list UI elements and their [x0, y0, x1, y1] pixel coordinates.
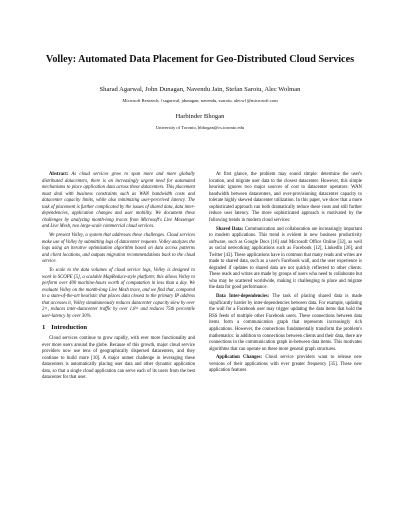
left-column [42, 172, 195, 384]
inter-dependencies-text: The task of placing shared data is made significantly harder by inter-dependencies between data. For example, updating the wall for a Facebook user may trigger updating the data items that hold the RSS feeds of multiple other Facebook users. These connections between data items form a communication graph that represents increasingly rich applications. However, the connections fundamentally transform the problem's mathematics: in addition to connections between clients and their data, there are connections in the communication graph in-between data items. This motivates algorithms that can operate on these more general graph structures. [209, 294, 362, 352]
author-list: Sharad Agarwal, John Dunagan, Navendu Jain, Stefan Saroiu, Alec Wolman [99, 86, 301, 93]
section-number: 1 [42, 324, 46, 332]
abstract-text-1: As cloud services grow to span more and more globally distributed datacenters, there is an increasingly urgent need for automated mechanisms to place application data across these datacenters. This placement must deal with business constraints such as WAN bandwidth costs and datacenter capacity limits, while also minimizing user-perceived latency. The task of placement is further complicated by the issues of shared data, data inter-dependencies, application changes and user mobility. We document these challenges by analyzing month-long traces from Microsoft's Live Messenger and Live Mesh, two large-scale commercial cloud services. [42, 172, 195, 230]
affiliation-toronto: University of Toronto, hbhogan@cs.toronto.edu [155, 125, 245, 130]
application-changes-text: Cloud service providers want to release new versions of their applications with ever greater frequency [35]. These new application features [209, 355, 363, 374]
paper-title: Volley: Automated Data Placement for Geo-Distributed Cloud Services [45, 54, 355, 65]
section-title: Introduction [51, 324, 88, 332]
inter-dependencies-lead: Data Inter-dependencies: [216, 294, 270, 300]
affiliation-microsoft: Microsoft Research, {sagarwal, jdunagan, navendu, ssaroiu, alecw}@microsoft.com [122, 98, 278, 103]
body-paragraph-application-changes [209, 355, 362, 375]
right-column [209, 172, 362, 377]
shared-data-lead: Shared Data: [216, 226, 244, 232]
intro-paragraph-1: Cloud services continue to grow rapidly, with ever more functionality and ever more users around the globe. Because of this growth, major cloud service providers now use tens of geographically dispersed datacenters, and they continue to build more [10]. A major unmet challenge in leveraging these datacenters is automatically placing user data and other dynamic application data, so that a single cloud application can serve each of its users from the best datacenter for that user. [42, 335, 195, 381]
abstract-paragraph-1 [42, 172, 195, 231]
body-paragraph-1: At first glance, the problem may sound simple: determine the user's location, and migrate user data to the closest datacenter. However, this simple heuristic ignores two major sources of cost to datacenter operators: WAN bandwidth between datacenters, and over-provisioning datacenter capacity to tolerate highly skewed datacenter utilization. In this paper, we show that a more sophisticated approach can both dramatically reduce these costs and still further reduce user latency. The more sophisticated approach is motivated by the following trends in modern cloud services: [209, 172, 362, 223]
body-paragraph-shared-data [209, 227, 362, 292]
section-heading-introduction [42, 325, 195, 332]
abstract-label: Abstract: [49, 172, 69, 177]
application-changes-lead: Application Changes: [216, 355, 263, 361]
abstract-paragraph-3: To scale to the data volumes of cloud service logs, Volley is designed to work in SCOPE [5], a scalable MapReduce-style platform; this allows Volley to perform over 400 machine-hours worth of computation in less than a day. We evaluate Volley on the month-long Live Mesh trace, and we find that, compared to a state-of-the-art heuristic that places data closest to the primary IP address that accesses it, Volley simultaneously reduces datacenter capacity skew by over 2×, reduces inter-datacenter traffic by over 1.8× and reduces 75th percentile user-latency by over 30%. [42, 268, 195, 319]
body-paragraph-inter-dependencies [209, 294, 362, 353]
author-second-group: Harbinder Bhogan [175, 113, 225, 120]
abstract-paragraph-2: We present Volley, a system that addresses these challenges. Cloud services make use of Volley by submitting logs of datacenter requests. Volley analyzes the logs using an iterative optimization algorithm based on data access patterns and client locations, and outputs migration recommendations back to the cloud service. [42, 233, 195, 265]
shared-data-text: Communication and collaboration are increasingly important to modern applications. This trend is evident in new business productivity software, such as Google Docs [16] and Microsoft Office Online [32], as well as social networking applications such as Facebook [12], LinkedIn [26], and Twitter [43]. These applications have in common that many reads and writes are made to shared data, such as a user's Facebook wall, and the user experience is degraded if updates to shared data are not quickly reflected to other clients. These reads and writes are made by groups of users who need to collaborate but who may be scattered worldwide, making it challenging to place and migrate the data for good performance. [209, 226, 362, 291]
